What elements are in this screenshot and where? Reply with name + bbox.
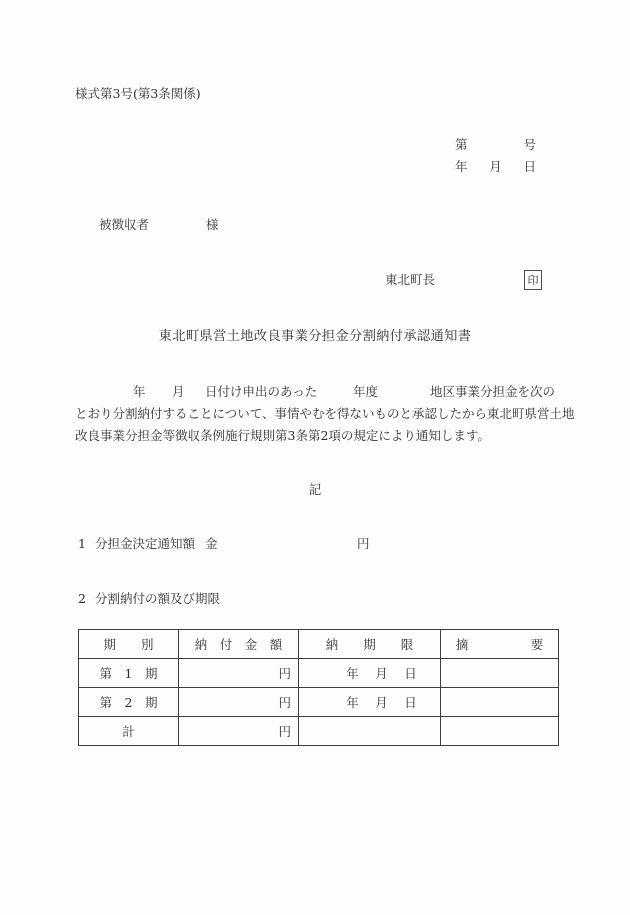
addressee-label: 被徴収者 <box>99 217 150 232</box>
cell-note <box>441 659 559 688</box>
body-line2: とおり分割納付することについて、事情やむを得ないものと承認したから東北町県営土地 <box>75 406 575 421</box>
item1-currency-unit: 円 <box>357 536 370 551</box>
cell-due-date <box>299 717 441 746</box>
cell-note <box>441 717 559 746</box>
issuer-title: 東北町長 <box>385 272 436 287</box>
cell-due-date: 年 月 日 <box>299 688 441 717</box>
table-row <box>79 717 559 746</box>
form-number: 様式第3号(第3条関係) <box>75 86 201 101</box>
doc-number-prefix: 第 <box>455 137 468 152</box>
date-day: 日 <box>523 159 536 174</box>
table-row <box>79 688 559 717</box>
table-header-due-date: 納 期 限 <box>299 630 441 659</box>
item2-label: 分割納付の額及び期限 <box>95 591 221 606</box>
body-line1-application-text: 日付け申出のあった <box>205 384 318 399</box>
doc-number-suffix: 号 <box>523 137 536 152</box>
date-year: 年 <box>455 159 468 174</box>
table-header-note: 摘 要 <box>441 630 559 659</box>
table-header-row <box>79 630 559 659</box>
cell-due-date: 年 月 日 <box>299 659 441 688</box>
record-marker: 記 <box>308 482 322 497</box>
item2-number: 2 <box>78 591 86 606</box>
cell-note <box>441 688 559 717</box>
document-title: 東北町県営土地改良事業分担金分割納付承認通知書 <box>158 329 472 344</box>
cell-amount-unit: 円 <box>179 688 299 717</box>
cell-amount-unit: 円 <box>179 659 299 688</box>
date-line <box>455 159 536 175</box>
body-line1-fiscal-year: 年度 <box>353 384 379 399</box>
body-line1-month: 月 <box>172 384 185 399</box>
body-line1-year: 年 <box>133 384 146 399</box>
doc-number-line <box>455 137 536 153</box>
cell-period: 第 1 期 <box>79 659 179 688</box>
cell-amount-unit: 円 <box>179 717 299 746</box>
cell-period: 計 <box>79 717 179 746</box>
item1-currency-prefix: 金 <box>205 536 218 551</box>
seal-mark: 印 <box>524 270 542 290</box>
date-month: 月 <box>489 159 502 174</box>
addressee-honorific: 様 <box>206 217 219 232</box>
table-header-period: 期 別 <box>79 630 179 659</box>
item1-number: 1 <box>78 536 86 551</box>
table-row <box>79 659 559 688</box>
installment-table <box>78 629 559 746</box>
table-header-amount: 納 付 金 額 <box>179 630 299 659</box>
cell-period: 第 2 期 <box>79 688 179 717</box>
body-line1-district-text: 地区事業分担金を次の <box>430 384 556 399</box>
item1-label: 分担金決定通知額 <box>95 536 196 551</box>
body-line3: 改良事業分担金等徴収条例施行規則第3条第2項の規定により通知します。 <box>75 428 490 443</box>
